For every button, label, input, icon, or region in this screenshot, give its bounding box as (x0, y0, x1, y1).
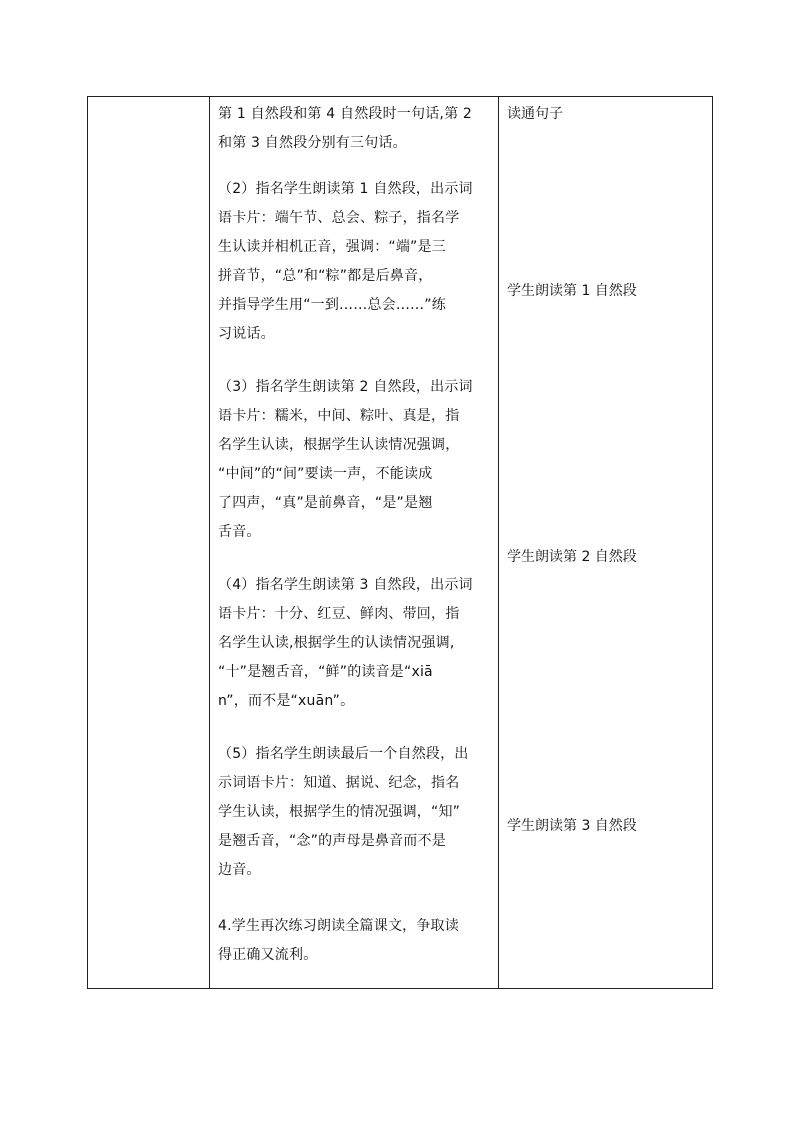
activity-read-paragraph-3: 学生朗读第 3 自然段 (507, 818, 637, 834)
activity-read-paragraph-2: 学生朗读第 2 自然段 (507, 549, 637, 565)
paragraph-step-5: （5）指名学生朗读最后一个自然段，出 示词语卡片：知道、据说、纪念，指名 学生认读，根据学生的情况强调，“知” 是翘舌音，“念”的声母是鼻音而不是 边音。 (218, 746, 469, 878)
activity-read-paragraph-1: 学生朗读第 1 自然段 (507, 283, 637, 299)
lesson-table (87, 96, 713, 989)
student-activity-column (499, 97, 714, 988)
paragraph-step-4: （4）指名学生朗读第 3 自然段，出示词 语卡片：十分、红豆、鲜肉、带回，指 名学生认读,根据学生的认读情况强调, “十”是翘舌音，“鲜”的读音是“xiā n”，而不是“xuān”。 (218, 577, 473, 709)
paragraph-step-3: （3）指名学生朗读第 2 自然段，出示词 语卡片：糯米，中间、粽叶、真是，指 名学生认读，根据学生认读情况强调， “中间”的“间”要读一声，不能读成 了四声，“真”是前鼻音，“是”是翘 舌音。 (218, 379, 473, 540)
paragraph-sentence-count: 第 1 自然段和第 4 自然段时一句话,第 2 和第 3 自然段分别有三句话。 (218, 106, 473, 151)
paragraph-step-final: 4.学生再次练习朗读全篇课文，争取读 得正确又流利。 (218, 918, 459, 963)
teaching-process-column (210, 97, 499, 988)
activity-read-sentences: 读通句子 (507, 106, 563, 122)
left-column (88, 97, 210, 988)
paragraph-step-2: （2）指名学生朗读第 1 自然段，出示词 语卡片：端午节、总会、粽子，指名学 生认读并相机正音，强调：“端”是三 拼音节，“总”和“粽”都是后鼻音， 并指导学生用“一到……总会……”练 习说话。 (218, 181, 473, 342)
